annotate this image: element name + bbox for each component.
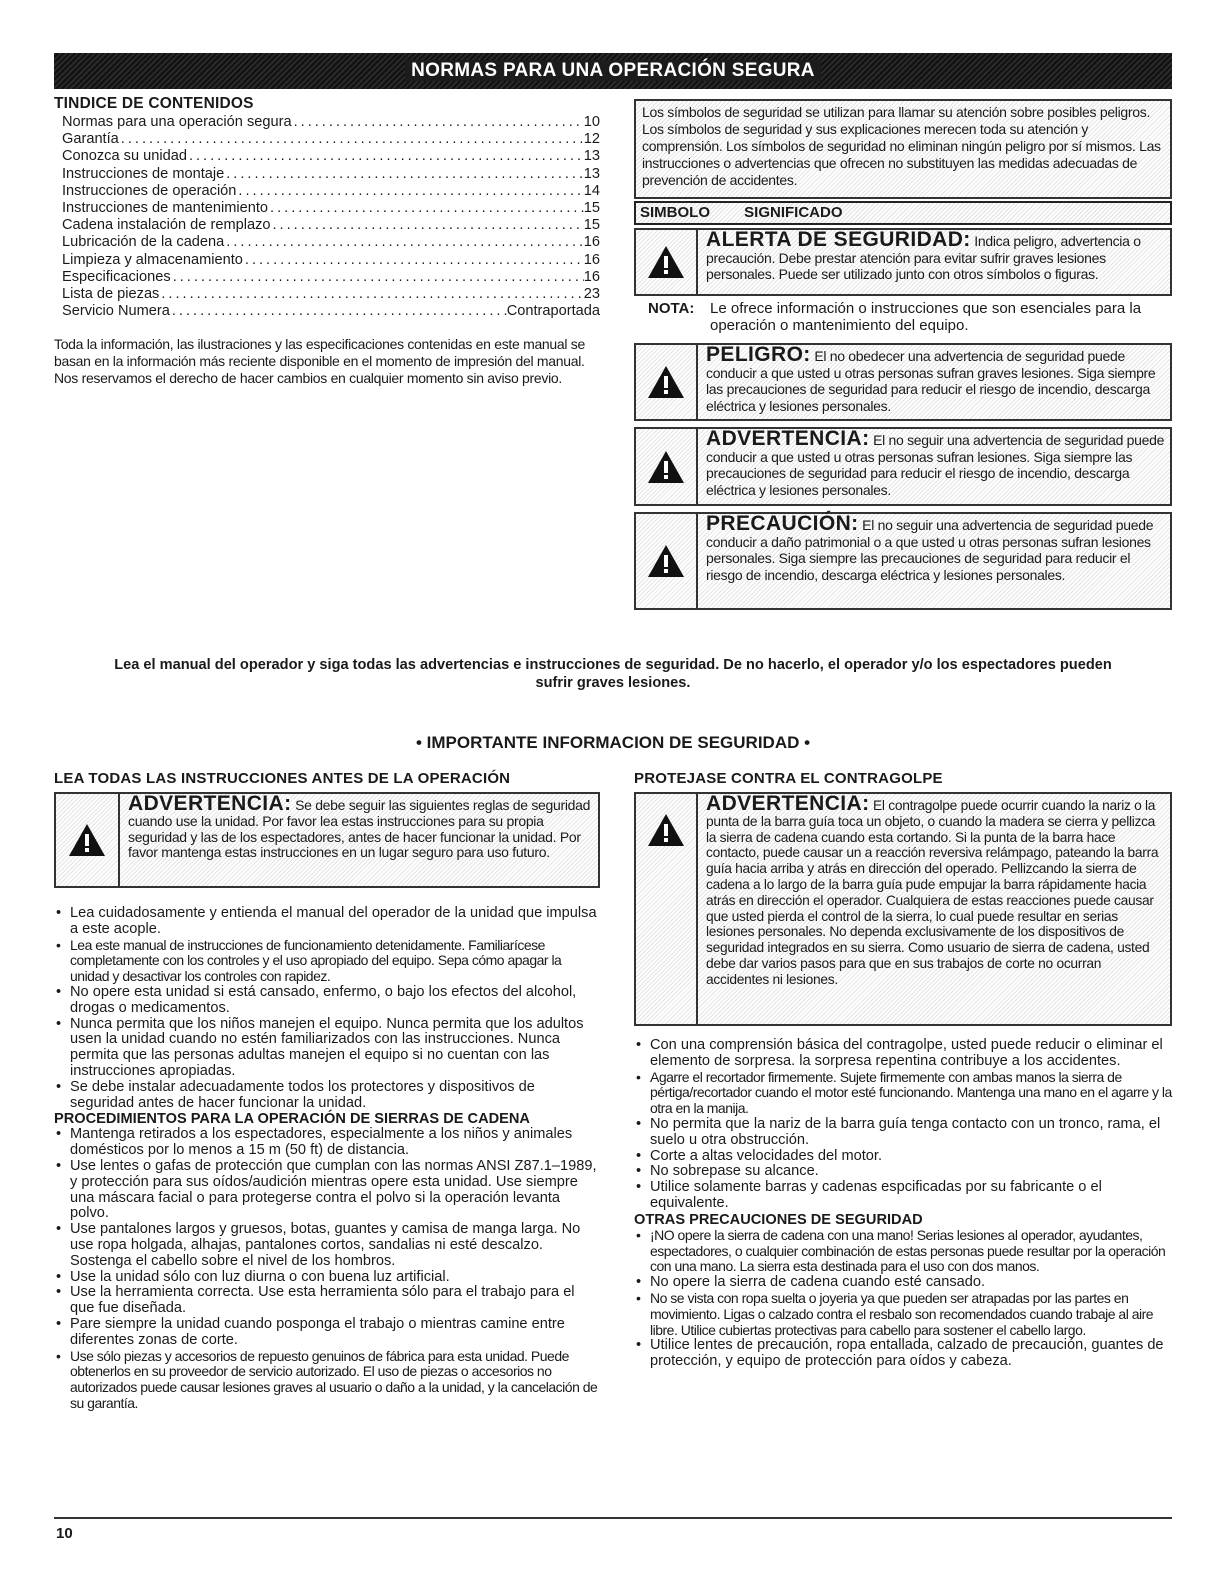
list-item: • Se debe instalar adecuadamente todos los protectores y dispositivos de seguridad antes de hacer funcionar la unidad. — [54, 1080, 600, 1112]
toc-leader — [119, 131, 584, 148]
toc-page: 15 — [583, 200, 600, 217]
toc-leader — [171, 269, 584, 286]
warning-triangle-icon — [646, 364, 686, 400]
left-bullets — [54, 906, 600, 1111]
precaucion-desc: El no seguir una advertencia de seguridad puede conducir a daño patrimonial o a que usted u otras personas sufran lesiones personales. Siga siempre las precauciones de seguridad para reducir el riesgo de incendio, descarga eléctrica y lesiones personales. — [706, 517, 1154, 583]
toc-leader — [170, 303, 507, 320]
toc-page: 16 — [583, 234, 600, 251]
list-item: • Utilice solamente barras y cadenas espcificadas por su fabricante o el equivalente. — [634, 1180, 1172, 1212]
list-item: • Lea cuidadosamente y entienda el manual del operador de la unidad que impulsa a este acople. — [54, 906, 600, 938]
toc-page: 13 — [583, 148, 600, 165]
left-body — [54, 906, 600, 1412]
list-item: • Use sólo piezas y accesorios de repuesto genuinos de fábrica para esta unidad. Puede obtenerlos en su proveedor de servicio autorizado. El uso de piezas o accesorios no autorizados puede causar lesiones graves al usuario o daño a la unidad, y la cancelación de su garantía. — [54, 1349, 600, 1412]
toc-label: Garantía — [62, 131, 119, 148]
table-of-contents — [62, 114, 600, 320]
warning-triangle-icon — [646, 449, 686, 485]
toc-label: Lista de piezas — [62, 286, 160, 303]
right-warning-desc: El contragolpe puede ocurrir cuando la nariz o la punta de la barra guía toca un objeto, o cuando la madera se cierra y pellizca la sierra de cadena cuando esta cortando. Si la punta de la barra hace contacto, puede causar un a reacción reversiva relámpago, pateando la barra guía hacia arriba y atrás en dirección del operado. Pellizcando la sierra de cadena a lo largo de la barra guía pude empujar la barra rápidamente hacia atrás en dirección el operador. Cualquiera de estas reacciones puede causar que usted pierda el control de la sierra, lo cual puede resultar en serias lesiones personales. No dependa exclusivamente de los dispositivos de seguridad integrados en su sierra. Como usuario de sierra de cadena, usted debe dar varios pasos para que en sus trabajos de corte no ocurran accidentes ni lesiones. — [706, 798, 1159, 987]
left-warning-title: ADVERTENCIA: — [128, 792, 292, 815]
list-item: • No permita que la nariz de la barra guía tenga contacto con un tronco, rama, el suelo u otra obstrucción. — [634, 1117, 1172, 1149]
list-item: • Lea este manual de instrucciones de funcionamiento detenidamente. Familiarícese completamente con los controles y el uso apropiado del equipo. Sepa cómo apagar la unidad y desactivar los controles con rapidez. — [54, 938, 600, 985]
left-warning-desc: Se debe seguir las siguientes reglas de seguridad cuando use la unidad. Por favor lea estas instrucciones para su propia seguridad y las de los espectadores, antes de hacer funcionar la unidad. Por favor mantenga estas instrucciones en un lugar seguro para uso futuro. — [128, 797, 591, 861]
toc-label: Instrucciones de montaje — [62, 165, 225, 182]
toc-page: 15 — [583, 217, 600, 234]
list-item: • Nunca permita que los niños manejen el equipo. Nunca permita que los adultos usen la unidad cuando no estén familiarizados con las instrucciones. Nunca permita que las personas adultas manejen el equipo si no cuentan con las instrucciones apropiadas. — [54, 1017, 600, 1080]
toc-label: Cadena instalación de remplazo — [62, 217, 271, 234]
warning-triangle-icon — [646, 812, 686, 848]
toc-row — [62, 286, 600, 303]
list-item: • Mantenga retirados a los espectadores, especialmente a los niños y animales domésticos por lo menos a 15 m (50 ft) de distancia. — [54, 1127, 600, 1159]
list-item: • No sobrepase su alcance. — [634, 1164, 1172, 1180]
read-manual-notice: Lea el manual del operador y siga todas las advertencias e instrucciones de seguridad. De no hacerlo, el operador y/o los espectadores pueden sufrir graves lesiones. — [114, 657, 1112, 691]
precaucion-title: PRECAUCIÓN: — [706, 512, 859, 535]
toc-page: 12 — [583, 131, 600, 148]
list-item: • No opere esta unidad si está cansado, enfermo, o bajo los efectos del alcohol, drogas o medicamentos. — [54, 985, 600, 1017]
toc-row — [62, 148, 600, 165]
toc-label: Limpieza y almacenamiento — [62, 251, 243, 268]
peligro-title: PELIGRO: — [706, 343, 811, 366]
toc-row — [62, 234, 600, 251]
peligro-text-cell — [698, 345, 1170, 419]
alert-safety-row — [634, 228, 1172, 296]
right-warning-title: ADVERTENCIA: — [706, 792, 870, 815]
left-subheading: PROCEDIMIENTOS PARA LA OPERACIÓN DE SIERRAS DE CADENA — [54, 1111, 530, 1128]
page-number: 10 — [56, 1525, 73, 1542]
list-item: • Use lentes o gafas de protección que cumplan con las normas ANSI Z87.1–1989, y protección para sus oídos/audición mientras opere esta unidad. Use siempre una máscara facial o para protegerse contra el polvo si la operación levanta polvo. — [54, 1159, 600, 1222]
nota-label: NOTA: — [648, 300, 695, 317]
warning-triangle-icon — [646, 543, 686, 579]
toc-page: 16 — [583, 268, 600, 285]
alert-desc: Indica peligro, advertencia o precaución. Debe prestar atención para evitar sufrir graves lesiones personales. Puede ser utilizado junto con otros símbolos o figuras. — [706, 233, 1141, 283]
toc-row — [62, 303, 600, 320]
warning-triangle-icon — [67, 822, 107, 858]
advertencia-text-cell — [698, 429, 1170, 504]
toc-row — [62, 183, 600, 200]
right-warning-icon-cell — [636, 794, 698, 1024]
toc-row — [62, 200, 600, 217]
list-item: • Corte a altas velocidades del motor. — [634, 1149, 1172, 1165]
list-item: • Use la herramienta correcta. Use esta herramienta sólo para el trabajo para el que fue diseñada. — [54, 1285, 600, 1317]
precaucion-icon-cell — [636, 514, 698, 608]
col-meaning: SIGNIFICADO — [744, 204, 843, 221]
alert-icon-cell — [636, 230, 698, 294]
toc-leader — [236, 183, 583, 200]
toc-leader — [187, 148, 584, 165]
left-warning-text-cell — [120, 794, 598, 886]
toc-leader — [243, 252, 584, 269]
nota-row — [648, 300, 1168, 334]
left-warning-icon-cell — [56, 794, 120, 886]
right-warning-text-cell — [698, 794, 1170, 1024]
toc-page: Contraportada — [506, 303, 600, 320]
list-item: • Use pantalones largos y gruesos, botas, guantes y camisa de manga larga. No use ropa holgada, alhajas, pantalones cortos, sandalias ni esté descalzo. Sostenga el cabello sobre el nivel de los hombros. — [54, 1222, 600, 1269]
toc-row — [62, 131, 600, 148]
alert-text-cell — [698, 230, 1170, 294]
list-item: • Use la unidad sólo con luz diurna o con buena luz artificial. — [54, 1270, 600, 1286]
advertencia-desc: El no seguir una advertencia de seguridad puede conducir a que usted u otras personas sufran lesiones. Siga siempre las precauciones de seguridad para reducir el riesgo de incendio, descarga eléctrica y lesiones personales. — [706, 432, 1165, 498]
toc-leader — [224, 234, 583, 251]
banner-title: NORMAS PARA UNA OPERACIÓN SEGURA — [405, 60, 821, 81]
toc-leader — [292, 114, 584, 131]
peligro-desc: El no obedecer una advertencia de seguridad puede conducir a que usted u otras personas sufran graves lesiones. Siga siempre las precauciones de seguridad para reducir el riesgo de incendio, descarga eléctrica y lesiones personales. — [706, 348, 1156, 414]
toc-label: Servicio Numera — [62, 303, 170, 320]
symbols-intro-text: Los símbolos de seguridad se utilizan para llamar su atención sobre posibles peligros. Los símbolos de seguridad y sus explicaciones merecen toda su atención y comprensión. Los símbolos de seguridad no eliminan ningún peligro por sí mismos. Las instrucciones o advertencias que ofrecen no substituyen las medidas adecuadas de prevención de accidentes. — [642, 104, 1161, 188]
advertencia-title: ADVERTENCIA: — [706, 427, 870, 450]
list-item: • No opere la sierra de cadena cuando esté cansado. — [634, 1275, 1172, 1291]
left-bullets-2 — [54, 1127, 600, 1411]
toc-title: TINDICE DE CONTENIDOS — [54, 95, 254, 112]
toc-page: 13 — [583, 165, 600, 182]
symbols-table-header — [634, 201, 1172, 225]
list-item: • Agarre el recortador firmemente. Sujete firmemente con ambas manos la sierra de pértiga/recortador cuando el motor esté funcionando. Mantenga una mano en el agarre y la otra en la manija. — [634, 1070, 1172, 1117]
toc-page: 16 — [583, 251, 600, 268]
precaucion-row — [634, 512, 1172, 610]
list-item: • Pare siempre la unidad cuando posponga el trabajo o mientras camine entre diferentes zonas de corte. — [54, 1317, 600, 1349]
advertencia-row — [634, 427, 1172, 506]
toc-label: Conozca su unidad — [62, 148, 187, 165]
list-item: • Con una comprensión básica del contragolpe, usted puede reducir o eliminar el elemento de sorpresa. la sorpresa repentina contribuye a los accidentes. — [634, 1038, 1172, 1070]
toc-note: Toda la información, las ilustraciones y las especificaciones contenidas en este manual se basan en la información más reciente disponible en el momento de impresión del manual. Nos reservamos el derecho de hacer cambios en cualquier momento sin aviso previo. — [54, 336, 585, 386]
right-bullets — [634, 1038, 1172, 1212]
toc-label: Instrucciones de mantenimiento — [62, 200, 269, 217]
peligro-icon-cell — [636, 345, 698, 419]
list-item: • ¡NO opere la sierra de cadena con una mano! Serias lesiones al operador, ayudantes, espectadores, o cualquier combinación de estas personas puede resultar por la operación con una mano. La sierra esta destinada para el uso con dos manos. — [634, 1228, 1172, 1275]
nota-text: Le ofrece información o instrucciones que son esenciales para la operación o mantenimiento del equipo. — [710, 300, 1142, 334]
toc-label: Normas para una operación segura — [62, 114, 292, 130]
right-warning-box — [634, 792, 1172, 1026]
warning-triangle-icon — [646, 244, 686, 280]
toc-label: Lubricación de la cadena — [62, 234, 225, 251]
toc-page: 23 — [583, 286, 600, 303]
left-heading: LEA TODAS LAS INSTRUCCIONES ANTES DE LA OPERACIÓN — [54, 770, 511, 787]
footer-rule — [54, 1517, 1172, 1519]
alert-title: ALERTA DE SEGURIDAD: — [706, 228, 971, 251]
peligro-row — [634, 343, 1172, 421]
toc-row — [62, 252, 600, 269]
right-heading: PROTEJASE CONTRA EL CONTRAGOLPE — [634, 770, 943, 787]
toc-row — [62, 217, 600, 234]
list-item: • Utilice lentes de precaución, ropa entallada, calzado de precaución, guantes de protección, y equipo de protección para oídos y cabeza. — [634, 1338, 1172, 1370]
col-symbol: SIMBOLO — [640, 204, 710, 221]
toc-page: 10 — [583, 114, 600, 130]
right-subheading: OTRAS PRECAUCIONES DE SEGURIDAD — [634, 1211, 923, 1228]
advertencia-icon-cell — [636, 429, 698, 504]
precaucion-text-cell — [698, 514, 1170, 608]
right-bullets-2 — [634, 1228, 1172, 1370]
toc-label: Instrucciones de operación — [62, 182, 237, 199]
symbols-intro — [634, 99, 1172, 199]
toc-label: Especificaciones — [62, 268, 171, 285]
toc-page: 14 — [583, 182, 600, 199]
list-item: • No se vista con ropa suelta o joyeria ya que pueden ser atrapadas por las partes en movimiento. Ligas o calzado contra el resbalo son recomendados cuando trabaje al aire libre. Utilice cubiertas protectivas para cabello para sostener el cabello largo. — [634, 1291, 1172, 1338]
toc-row — [62, 166, 600, 183]
toc-row — [62, 114, 600, 131]
toc-leader — [268, 200, 584, 217]
toc-row — [62, 269, 600, 286]
toc-leader — [224, 166, 584, 183]
toc-leader — [271, 217, 584, 234]
right-body — [634, 1038, 1172, 1370]
important-heading: • IMPORTANTE INFORMACION DE SEGURIDAD • — [415, 733, 811, 752]
toc-leader — [159, 286, 583, 303]
page-banner — [54, 53, 1172, 89]
left-warning-box — [54, 792, 600, 888]
